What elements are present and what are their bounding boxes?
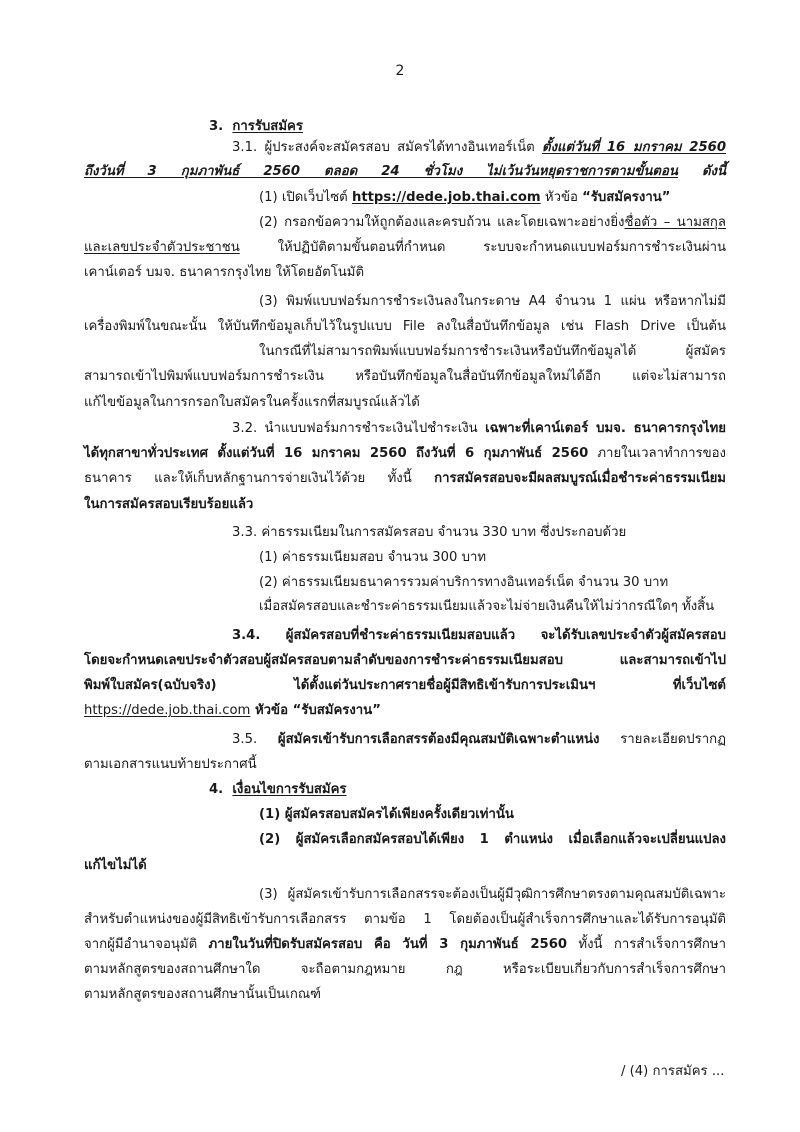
condition-2-line-2: แก้ไขไม่ได้: [84, 858, 147, 873]
page-number: 2: [395, 63, 405, 79]
fee-item-1: (1) ค่าธรรมเนียมสอบ จำนวน 300 บาท: [259, 550, 487, 565]
condition-3-line-1: (3) ผู้สมัครเข้ารับการเลือกสรรจะต้องเป็นผู้มีวุฒิการศึกษาตรงตามคุณสมบัติเฉพาะ: [259, 887, 726, 902]
section-4-heading: [209, 781, 346, 799]
step-3-line-5: แก้ไขข้อมูลในการกรอกใบสมัครในครั้งแรกที่สมบูรณ์แล้วได้: [84, 395, 420, 410]
section-4-number: 4.: [209, 782, 224, 797]
condition-3-line-4: ตามหลักสูตรของสถานศึกษาใด จะถือตามกฎหมาย กฎ หรือระเบียบเกี่ยวกับการสำเร็จการศึกษา: [84, 962, 726, 977]
section-3-heading: [209, 118, 303, 136]
step-3-line-1: (3) พิมพ์แบบฟอร์มการชำระเงินลงในกระดาษ A4 จำนวน 1 แผ่น หรือหากไม่มี: [259, 294, 726, 309]
section-3-number: 3.: [209, 119, 224, 134]
condition-3-line-3: จากผู้มีอำนาจอนุมัติ ภายในวันที่ปิดรับสมัครสอบ คือ วันที่ 3 กุมภาพันธ์ 2560 ทั้งนี้ การสำเร็จการศึกษา: [84, 937, 727, 952]
condition-3-line-2: สำหรับตำแหน่งของผู้มีสิทธิเข้ารับการเลือกสรร ตามข้อ 1 โดยต้องเป็นผู้สำเร็จการศึกษาและได้รับการอนุมัติ: [84, 912, 726, 927]
para-3-2-line-3: ธนาคาร และให้เก็บหลักฐานการจ่ายเงินไว้ด้วย ทั้งนี้ การสมัครสอบจะมีผลสมบูรณ์เมื่อชำระค่าธรรมเนียม: [84, 471, 726, 486]
para-3-5-line-2: ตามเอกสารแนบท้ายประกาศนี้: [84, 757, 257, 772]
para-3-4-line-4: https://dede.job.thai.com หัวข้อ “รับสมัครงาน”: [84, 703, 381, 718]
step-1-open-website: (1) เปิดเว็บไซต์ https://dede.job.thai.com หัวข้อ “รับสมัครงาน”: [259, 190, 671, 205]
step-3-line-4: สามารถเข้าไปพิมพ์แบบฟอร์มการชำระเงิน หรือบันทึกข้อมูลในสื่อบันทึกข้อมูลใหม่ได้อีก แต่จะไม่สามารถ: [84, 369, 726, 384]
condition-3-line-5: ตามหลักสูตรของสถานศึกษานั้นเป็นเกณฑ์: [84, 987, 321, 1002]
para-3-4-line-1: 3.4. ผู้สมัครสอบที่ชำระค่าธรรมเนียมสอบแล้ว จะได้รับเลขประจำตัวผู้สมัครสอบ: [232, 628, 726, 643]
fee-item-2: (2) ค่าธรรมเนียมธนาคารรวมค่าบริการทางอินเทอร์เน็ต จำนวน 30 บาท: [259, 575, 669, 590]
section-4-title: เงื่อนไขการรับสมัคร: [232, 782, 347, 797]
website-link[interactable]: https://dede.job.thai.com: [351, 190, 541, 205]
para-3-2-line-1: 3.2. นำแบบฟอร์มการชำระเงินไปชำระเงิน เฉพาะที่เคาน์เตอร์ บมจ. ธนาคารกรุงไทย: [232, 421, 727, 436]
step-2-line-2: และเลขประจำตัวประชาชน ให้ปฏิบัติตามขั้นตอนที่กำหนด ระบบจะกำหนดแบบฟอร์มการชำระเงินผ่าน: [84, 240, 726, 255]
step-2-line-1: (2) กรอกข้อความให้ถูกต้องและครบถ้วน และโดยเฉพาะอย่างยิ่งชื่อตัว – นามสกุล: [259, 215, 726, 230]
website-link-2[interactable]: https://dede.job.thai.com: [84, 703, 251, 718]
para-3-3-line-1: 3.3. ค่าธรรมเนียมในการสมัครสอบ จำนวน 330 บาท ซึ่งประกอบด้วย: [232, 525, 627, 540]
continued-footer: / (4) การสมัคร ...: [621, 1064, 725, 1079]
para-3-4-line-2: โดยจะกำหนดเลขประจำตัวสอบผู้สมัครสอบตามลำดับของการชำระค่าธรรมเนียมสอบ และสามารถเข้าไป: [84, 653, 726, 668]
para-3-1-line-2: ถึงวันที่ 3 กุมภาพันธ์ 2560 ตลอด 24 ชั่วโมง ไม่เว้นวันหยุดราชการตามขั้นตอน ดังนี้: [84, 164, 726, 179]
para-3-5-line-1: 3.5. ผู้สมัครเข้ารับการเลือกสรรต้องมีคุณสมบัติเฉพาะตำแหน่ง รายละเอียดปรากฏ: [232, 732, 726, 747]
section-3-title: การรับสมัคร: [232, 119, 303, 134]
para-3-2-line-2: ได้ทุกสาขาทั่วประเทศ ตั้งแต่วันที่ 16 มกราคม 2560 ถึงวันที่ 6 กุมภาพันธ์ 2560 ภายในเวลาทำการของ: [84, 446, 726, 461]
step-3-line-2: เครื่องพิมพ์ในขณะนั้น ให้บันทึกข้อมูลเก็บไว้ในรูปแบบ File ลงในสื่อบันทึกข้อมูล เช่น Flash Drive เป็นต้น: [84, 319, 726, 334]
condition-2-line-1: (2) ผู้สมัครเลือกสมัครสอบได้เพียง 1 ตำแหน่ง เมื่อเลือกแล้วจะเปลี่ยนแปลง: [259, 832, 726, 847]
fee-refund-note: เมื่อสมัครสอบและชำระค่าธรรมเนียมแล้วจะไม่จ่ายเงินคืนให้ไม่ว่ากรณีใดๆ ทั้งสิ้น: [259, 599, 715, 614]
step-2-line-3: เคาน์เตอร์ บมจ. ธนาคารกรุงไทย ให้โดยอัตโนมัติ: [84, 265, 365, 280]
condition-1: (1) ผู้สมัครสอบสมัครได้เพียงครั้งเดียวเท่านั้น: [259, 807, 514, 822]
step-3-line-3: ในกรณีที่ไม่สามารถพิมพ์แบบฟอร์มการชำระเงินหรือบันทึกข้อมูลได้ ผู้สมัคร: [259, 344, 726, 359]
para-3-2-line-4: ในการสมัครสอบเรียบร้อยแล้ว: [84, 497, 254, 512]
para-3-1-line-1: 3.1. ผู้ประสงค์จะสมัครสอบ สมัครได้ทางอินเทอร์เน็ต ตั้งแต่วันที่ 16 มกราคม 2560: [232, 140, 726, 155]
para-3-4-line-3: พิมพ์ใบสมัคร(ฉบับจริง) ได้ตั้งแต่วันประกาศรายชื่อผู้มีสิทธิเข้ารับการประเมินฯ ที่เว็บไซต์: [84, 678, 726, 693]
